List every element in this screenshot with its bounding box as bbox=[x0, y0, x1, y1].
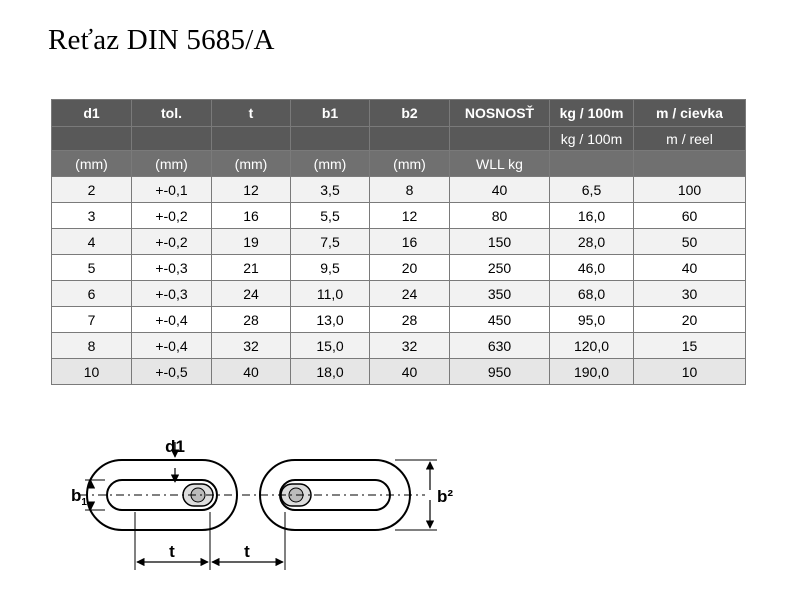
table-cell: 6 bbox=[52, 281, 132, 307]
table-cell: 7,5 bbox=[291, 229, 370, 255]
b1-label: b bbox=[71, 486, 82, 505]
table-cell: +-0,3 bbox=[132, 255, 212, 281]
chain-link-diagram bbox=[65, 430, 475, 580]
table-cell: 950 bbox=[450, 359, 550, 385]
table-cell: 95,0 bbox=[550, 307, 634, 333]
table-cell: +-0,3 bbox=[132, 281, 212, 307]
table-body bbox=[52, 177, 746, 385]
unit-cell: (mm) bbox=[52, 151, 132, 177]
table-cell: +-0,2 bbox=[132, 203, 212, 229]
table-cell: 24 bbox=[370, 281, 450, 307]
table-cell: 7 bbox=[52, 307, 132, 333]
table-cell: 8 bbox=[370, 177, 450, 203]
unit-cell bbox=[634, 151, 746, 177]
unit-cell: (mm) bbox=[370, 151, 450, 177]
unit-cell bbox=[550, 151, 634, 177]
units-row bbox=[52, 151, 746, 177]
subheader-cell: kg / 100m bbox=[550, 127, 634, 151]
table-cell: 450 bbox=[450, 307, 550, 333]
subheader-cell bbox=[212, 127, 291, 151]
table-cell: +-0,4 bbox=[132, 333, 212, 359]
table-cell: 13,0 bbox=[291, 307, 370, 333]
table-cell: 100 bbox=[634, 177, 746, 203]
table-cell: 15,0 bbox=[291, 333, 370, 359]
subheader-cell bbox=[450, 127, 550, 151]
table-cell: 40 bbox=[634, 255, 746, 281]
table-cell: 150 bbox=[450, 229, 550, 255]
table-cell: 11,0 bbox=[291, 281, 370, 307]
table-row bbox=[52, 359, 746, 385]
t2-label: t bbox=[244, 542, 250, 561]
unit-cell: WLL kg bbox=[450, 151, 550, 177]
unit-cell: (mm) bbox=[291, 151, 370, 177]
table-cell: 3,5 bbox=[291, 177, 370, 203]
table-row bbox=[52, 333, 746, 359]
table-cell: 28,0 bbox=[550, 229, 634, 255]
table-row bbox=[52, 281, 746, 307]
table-cell: 30 bbox=[634, 281, 746, 307]
svg-text:b1 bbox=[71, 486, 87, 508]
table-cell: +-0,1 bbox=[132, 177, 212, 203]
table-cell: 3 bbox=[52, 203, 132, 229]
table-cell: 5,5 bbox=[291, 203, 370, 229]
table-cell: 40 bbox=[450, 177, 550, 203]
table-cell: 10 bbox=[634, 359, 746, 385]
subheader-cell bbox=[370, 127, 450, 151]
unit-cell: (mm) bbox=[132, 151, 212, 177]
table-cell: 16 bbox=[370, 229, 450, 255]
table-cell: 350 bbox=[450, 281, 550, 307]
subheader-row bbox=[52, 127, 746, 151]
table-cell: 16 bbox=[212, 203, 291, 229]
table-cell: +-0,5 bbox=[132, 359, 212, 385]
table-row bbox=[52, 229, 746, 255]
table-cell: 8 bbox=[52, 333, 132, 359]
table-cell: 9,5 bbox=[291, 255, 370, 281]
table-cell: 5 bbox=[52, 255, 132, 281]
subheader-cell bbox=[291, 127, 370, 151]
page-title: Reťaz DIN 5685/A bbox=[48, 24, 275, 56]
header-cell: kg / 100m bbox=[550, 100, 634, 127]
table-row bbox=[52, 203, 746, 229]
header-cell: tol. bbox=[132, 100, 212, 127]
subheader-cell bbox=[52, 127, 132, 151]
chain-spec-table bbox=[51, 99, 746, 385]
table-cell: 40 bbox=[370, 359, 450, 385]
table-row bbox=[52, 307, 746, 333]
table-cell: 28 bbox=[212, 307, 291, 333]
table-cell: 10 bbox=[52, 359, 132, 385]
table-cell: 32 bbox=[212, 333, 291, 359]
header-cell: m / cievka bbox=[634, 100, 746, 127]
unit-cell: (mm) bbox=[212, 151, 291, 177]
table-cell: 19 bbox=[212, 229, 291, 255]
table-cell: +-0,4 bbox=[132, 307, 212, 333]
chain-link-left bbox=[87, 460, 237, 530]
table-row bbox=[52, 177, 746, 203]
table-cell: 18,0 bbox=[291, 359, 370, 385]
table-cell: 20 bbox=[634, 307, 746, 333]
table-cell: 120,0 bbox=[550, 333, 634, 359]
header-cell: t bbox=[212, 100, 291, 127]
table-cell: 60 bbox=[634, 203, 746, 229]
subheader-cell: m / reel bbox=[634, 127, 746, 151]
table-cell: 20 bbox=[370, 255, 450, 281]
table-cell: 6,5 bbox=[550, 177, 634, 203]
b1-subscript: 1 bbox=[81, 497, 87, 508]
table-cell: 190,0 bbox=[550, 359, 634, 385]
subheader-cell bbox=[132, 127, 212, 151]
table-cell: 630 bbox=[450, 333, 550, 359]
table-row bbox=[52, 255, 746, 281]
table-cell: 46,0 bbox=[550, 255, 634, 281]
table-cell: 68,0 bbox=[550, 281, 634, 307]
table-cell: 21 bbox=[212, 255, 291, 281]
table-cell: 250 bbox=[450, 255, 550, 281]
table-cell: 12 bbox=[370, 203, 450, 229]
header-cell: b2 bbox=[370, 100, 450, 127]
table-cell: +-0,2 bbox=[132, 229, 212, 255]
table-cell: 15 bbox=[634, 333, 746, 359]
b2-label: b² bbox=[437, 487, 454, 506]
header-cell: NOSNOSŤ bbox=[450, 100, 550, 127]
d1-label: d1 bbox=[165, 437, 185, 456]
table-cell: 28 bbox=[370, 307, 450, 333]
header-cell: b1 bbox=[291, 100, 370, 127]
table-cell: 2 bbox=[52, 177, 132, 203]
table-cell: 4 bbox=[52, 229, 132, 255]
table-cell: 50 bbox=[634, 229, 746, 255]
table-cell: 16,0 bbox=[550, 203, 634, 229]
table-cell: 40 bbox=[212, 359, 291, 385]
table-cell: 24 bbox=[212, 281, 291, 307]
table-cell: 80 bbox=[450, 203, 550, 229]
header-cell: d1 bbox=[52, 100, 132, 127]
header-row bbox=[52, 100, 746, 127]
table-cell: 32 bbox=[370, 333, 450, 359]
table-cell: 12 bbox=[212, 177, 291, 203]
t1-label: t bbox=[169, 542, 175, 561]
